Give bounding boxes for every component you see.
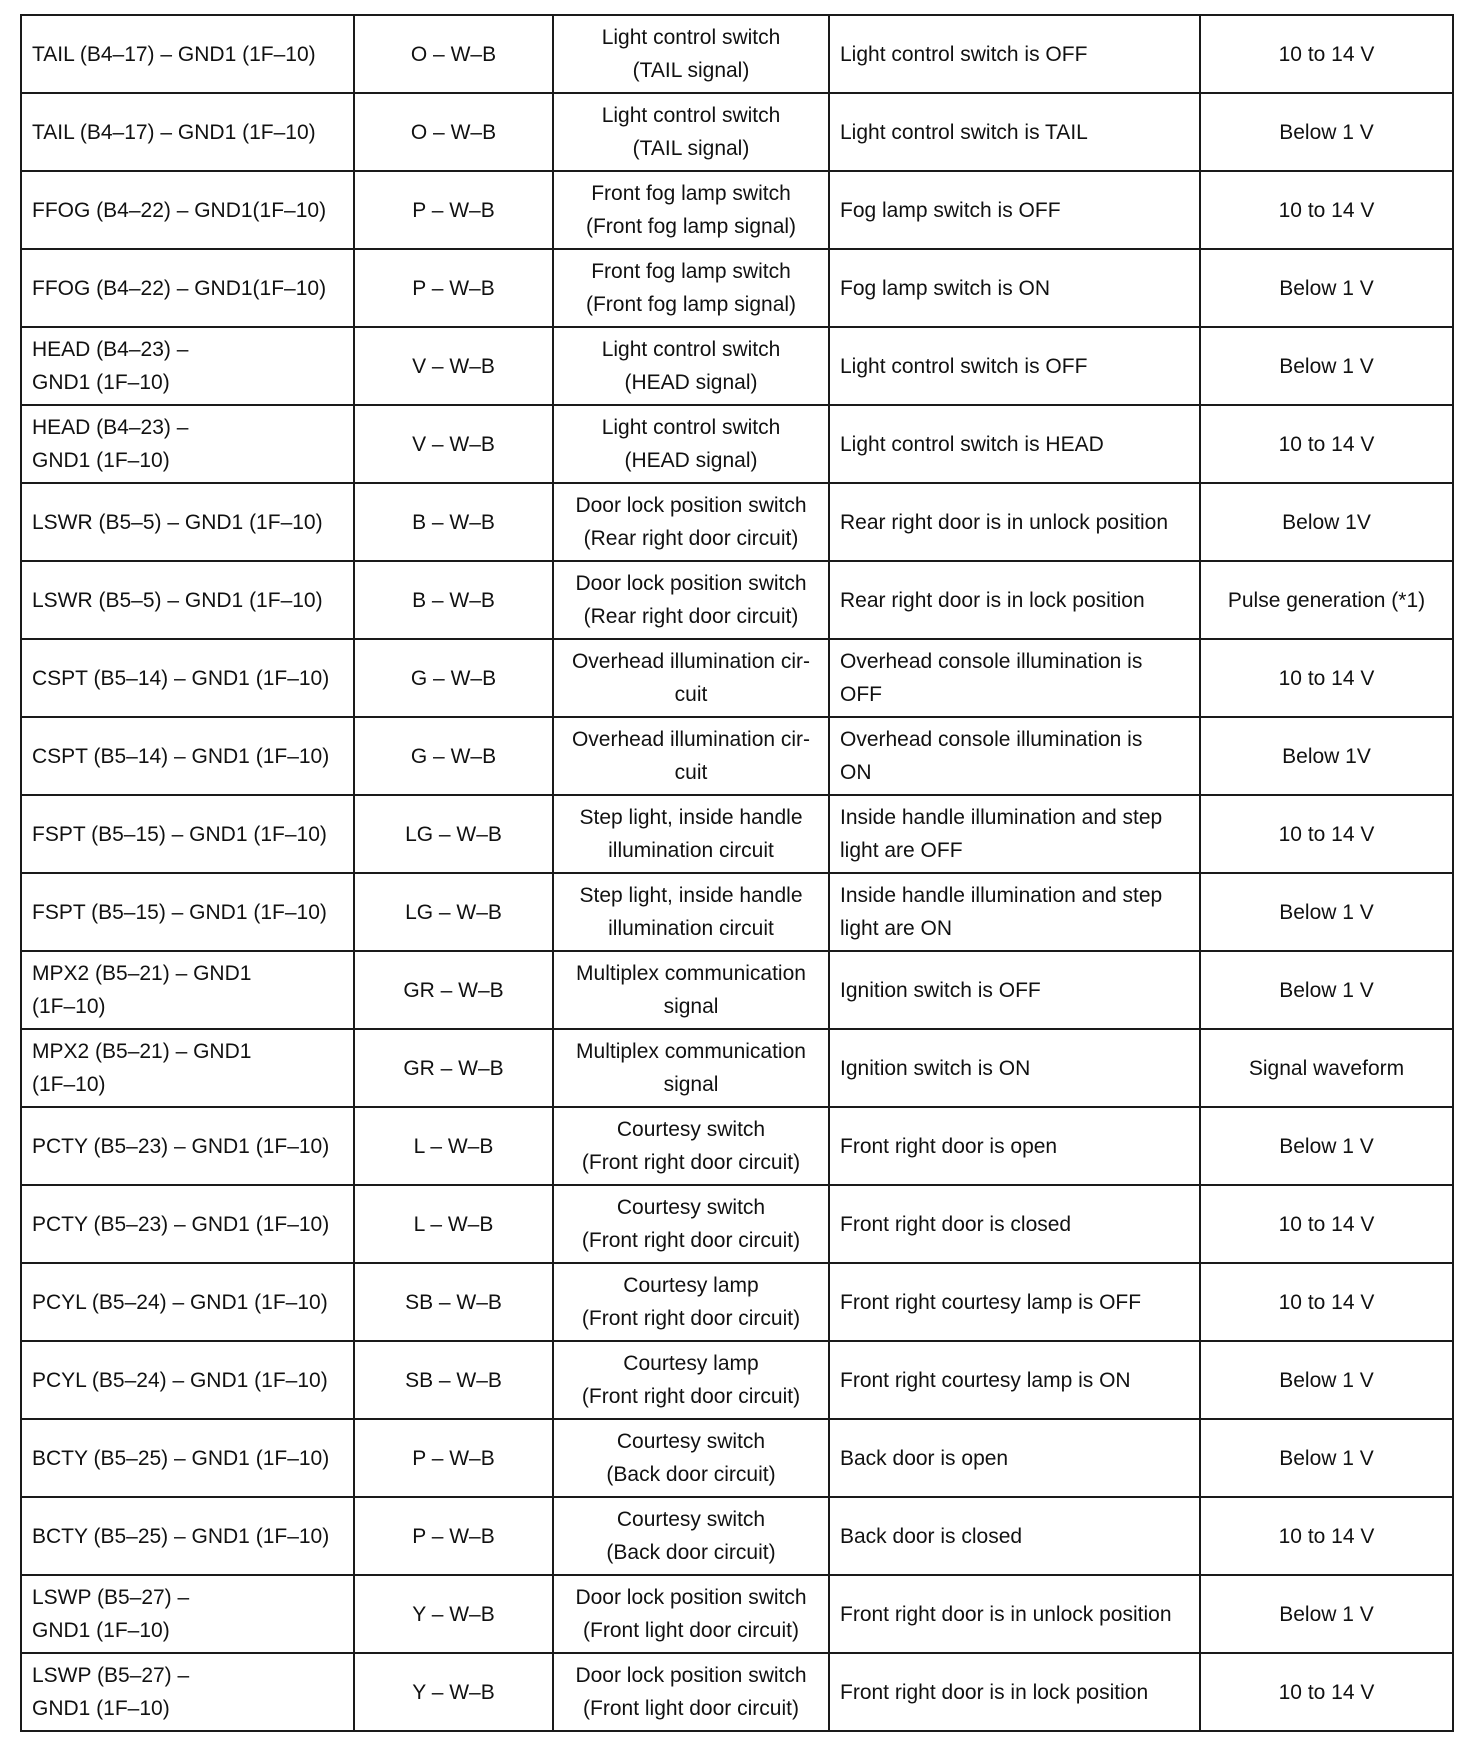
terminal-cell: LSWP (B5–27) – GND1 (1F–10) xyxy=(21,1653,354,1731)
terminal-cell: PCTY (B5–23) – GND1 (1F–10) xyxy=(21,1107,354,1185)
table-row xyxy=(21,327,1453,405)
description-cell: Light control switch (HEAD signal) xyxy=(553,327,829,405)
wiring-color-cell: B – W–B xyxy=(354,561,553,639)
terminal-cell: CSPT (B5–14) – GND1 (1F–10) xyxy=(21,639,354,717)
description-cell: Multiplex communication signal xyxy=(553,951,829,1029)
condition-cell: Front right door is open xyxy=(829,1107,1200,1185)
specified-condition-cell: 10 to 14 V xyxy=(1200,171,1453,249)
description-cell: Light control switch (TAIL signal) xyxy=(553,15,829,93)
terminal-cell: PCTY (B5–23) – GND1 (1F–10) xyxy=(21,1185,354,1263)
specified-condition-cell: 10 to 14 V xyxy=(1200,1653,1453,1731)
terminal-cell: FSPT (B5–15) – GND1 (1F–10) xyxy=(21,873,354,951)
specified-condition-cell: 10 to 14 V xyxy=(1200,795,1453,873)
wiring-color-cell: V – W–B xyxy=(354,405,553,483)
wiring-color-cell: Y – W–B xyxy=(354,1575,553,1653)
terminal-cell: HEAD (B4–23) – GND1 (1F–10) xyxy=(21,327,354,405)
wiring-color-cell: GR – W–B xyxy=(354,951,553,1029)
condition-cell: Light control switch is OFF xyxy=(829,327,1200,405)
condition-cell: Front right door is closed xyxy=(829,1185,1200,1263)
terminal-cell: BCTY (B5–25) – GND1 (1F–10) xyxy=(21,1419,354,1497)
description-cell: Step light, inside handle illumination circuit xyxy=(553,873,829,951)
condition-cell: Inside handle illumination and step light are OFF xyxy=(829,795,1200,873)
table-row xyxy=(21,15,1453,93)
condition-cell: Fog lamp switch is OFF xyxy=(829,171,1200,249)
specified-condition-cell: 10 to 14 V xyxy=(1200,1263,1453,1341)
wiring-color-cell: G – W–B xyxy=(354,639,553,717)
description-cell: Courtesy lamp (Front right door circuit) xyxy=(553,1263,829,1341)
table-row xyxy=(21,1107,1453,1185)
terminal-cell: TAIL (B4–17) – GND1 (1F–10) xyxy=(21,93,354,171)
specified-condition-cell: Below 1 V xyxy=(1200,1419,1453,1497)
terminal-voltage-table xyxy=(20,14,1454,1732)
terminal-cell: PCYL (B5–24) – GND1 (1F–10) xyxy=(21,1263,354,1341)
table-row xyxy=(21,405,1453,483)
specified-condition-cell: Signal waveform xyxy=(1200,1029,1453,1107)
table-row xyxy=(21,795,1453,873)
specified-condition-cell: 10 to 14 V xyxy=(1200,15,1453,93)
description-cell: Courtesy switch (Front right door circuit) xyxy=(553,1107,829,1185)
condition-cell: Overhead console illumination is ON xyxy=(829,717,1200,795)
specified-condition-cell: Below 1 V xyxy=(1200,327,1453,405)
wiring-color-cell: P – W–B xyxy=(354,1497,553,1575)
wiring-color-cell: SB – W–B xyxy=(354,1263,553,1341)
condition-cell: Front right door is in lock position xyxy=(829,1653,1200,1731)
terminal-cell: TAIL (B4–17) – GND1 (1F–10) xyxy=(21,15,354,93)
table-row xyxy=(21,1575,1453,1653)
specified-condition-cell: 10 to 14 V xyxy=(1200,405,1453,483)
condition-cell: Inside handle illumination and step light are ON xyxy=(829,873,1200,951)
terminal-cell: FFOG (B4–22) – GND1(1F–10) xyxy=(21,171,354,249)
description-cell: Courtesy lamp (Front right door circuit) xyxy=(553,1341,829,1419)
condition-cell: Fog lamp switch is ON xyxy=(829,249,1200,327)
document-page xyxy=(20,14,1452,1732)
terminal-cell: BCTY (B5–25) – GND1 (1F–10) xyxy=(21,1497,354,1575)
table-row xyxy=(21,561,1453,639)
description-cell: Step light, inside handle illumination circuit xyxy=(553,795,829,873)
description-cell: Courtesy switch (Front right door circuit) xyxy=(553,1185,829,1263)
description-cell: Front fog lamp switch (Front fog lamp signal) xyxy=(553,249,829,327)
wiring-color-cell: Y – W–B xyxy=(354,1653,553,1731)
specified-condition-cell: Below 1 V xyxy=(1200,1575,1453,1653)
condition-cell: Rear right door is in unlock position xyxy=(829,483,1200,561)
specified-condition-cell: Below 1 V xyxy=(1200,249,1453,327)
condition-cell: Overhead console illumination is OFF xyxy=(829,639,1200,717)
wiring-color-cell: SB – W–B xyxy=(354,1341,553,1419)
table-row xyxy=(21,873,1453,951)
condition-cell: Light control switch is TAIL xyxy=(829,93,1200,171)
terminal-cell: FSPT (B5–15) – GND1 (1F–10) xyxy=(21,795,354,873)
specified-condition-cell: 10 to 14 V xyxy=(1200,1497,1453,1575)
table-row xyxy=(21,171,1453,249)
table-row xyxy=(21,93,1453,171)
wiring-color-cell: LG – W–B xyxy=(354,873,553,951)
specified-condition-cell: Pulse generation (*1) xyxy=(1200,561,1453,639)
description-cell: Door lock position switch (Rear right door circuit) xyxy=(553,561,829,639)
table-row xyxy=(21,1497,1453,1575)
specified-condition-cell: Below 1V xyxy=(1200,483,1453,561)
table-row xyxy=(21,1419,1453,1497)
condition-cell: Ignition switch is OFF xyxy=(829,951,1200,1029)
wiring-color-cell: GR – W–B xyxy=(354,1029,553,1107)
wiring-color-cell: O – W–B xyxy=(354,15,553,93)
terminal-cell: HEAD (B4–23) – GND1 (1F–10) xyxy=(21,405,354,483)
terminal-cell: LSWR (B5–5) – GND1 (1F–10) xyxy=(21,483,354,561)
specified-condition-cell: Below 1 V xyxy=(1200,951,1453,1029)
terminal-cell: CSPT (B5–14) – GND1 (1F–10) xyxy=(21,717,354,795)
table-body xyxy=(21,15,1453,1731)
terminal-cell: MPX2 (B5–21) – GND1 (1F–10) xyxy=(21,951,354,1029)
condition-cell: Light control switch is HEAD xyxy=(829,405,1200,483)
description-cell: Light control switch (HEAD signal) xyxy=(553,405,829,483)
specified-condition-cell: Below 1 V xyxy=(1200,1107,1453,1185)
condition-cell: Light control switch is OFF xyxy=(829,15,1200,93)
wiring-color-cell: L – W–B xyxy=(354,1185,553,1263)
description-cell: Light control switch (TAIL signal) xyxy=(553,93,829,171)
wiring-color-cell: P – W–B xyxy=(354,249,553,327)
table-row xyxy=(21,249,1453,327)
wiring-color-cell: LG – W–B xyxy=(354,795,553,873)
condition-cell: Back door is open xyxy=(829,1419,1200,1497)
terminal-cell: LSWR (B5–5) – GND1 (1F–10) xyxy=(21,561,354,639)
description-cell: Overhead illumination cir- cuit xyxy=(553,717,829,795)
condition-cell: Back door is closed xyxy=(829,1497,1200,1575)
table-row xyxy=(21,1263,1453,1341)
specified-condition-cell: 10 to 14 V xyxy=(1200,639,1453,717)
table-row xyxy=(21,1029,1453,1107)
terminal-cell: MPX2 (B5–21) – GND1 (1F–10) xyxy=(21,1029,354,1107)
table-row xyxy=(21,483,1453,561)
description-cell: Door lock position switch (Rear right door circuit) xyxy=(553,483,829,561)
table-row xyxy=(21,1185,1453,1263)
condition-cell: Front right courtesy lamp is ON xyxy=(829,1341,1200,1419)
wiring-color-cell: P – W–B xyxy=(354,1419,553,1497)
table-row xyxy=(21,717,1453,795)
table-row xyxy=(21,951,1453,1029)
table-row xyxy=(21,1653,1453,1731)
condition-cell: Front right door is in unlock position xyxy=(829,1575,1200,1653)
condition-cell: Ignition switch is ON xyxy=(829,1029,1200,1107)
wiring-color-cell: O – W–B xyxy=(354,93,553,171)
terminal-cell: LSWP (B5–27) – GND1 (1F–10) xyxy=(21,1575,354,1653)
specified-condition-cell: Below 1 V xyxy=(1200,873,1453,951)
condition-cell: Rear right door is in lock position xyxy=(829,561,1200,639)
table-row xyxy=(21,639,1453,717)
wiring-color-cell: V – W–B xyxy=(354,327,553,405)
description-cell: Multiplex communication signal xyxy=(553,1029,829,1107)
description-cell: Front fog lamp switch (Front fog lamp signal) xyxy=(553,171,829,249)
description-cell: Overhead illumination cir- cuit xyxy=(553,639,829,717)
terminal-cell: FFOG (B4–22) – GND1(1F–10) xyxy=(21,249,354,327)
description-cell: Courtesy switch (Back door circuit) xyxy=(553,1419,829,1497)
wiring-color-cell: P – W–B xyxy=(354,171,553,249)
wiring-color-cell: B – W–B xyxy=(354,483,553,561)
table-row xyxy=(21,1341,1453,1419)
condition-cell: Front right courtesy lamp is OFF xyxy=(829,1263,1200,1341)
specified-condition-cell: 10 to 14 V xyxy=(1200,1185,1453,1263)
description-cell: Door lock position switch (Front light door circuit) xyxy=(553,1653,829,1731)
wiring-color-cell: L – W–B xyxy=(354,1107,553,1185)
wiring-color-cell: G – W–B xyxy=(354,717,553,795)
terminal-cell: PCYL (B5–24) – GND1 (1F–10) xyxy=(21,1341,354,1419)
specified-condition-cell: Below 1 V xyxy=(1200,1341,1453,1419)
description-cell: Door lock position switch (Front light door circuit) xyxy=(553,1575,829,1653)
description-cell: Courtesy switch (Back door circuit) xyxy=(553,1497,829,1575)
specified-condition-cell: Below 1 V xyxy=(1200,93,1453,171)
specified-condition-cell: Below 1V xyxy=(1200,717,1453,795)
